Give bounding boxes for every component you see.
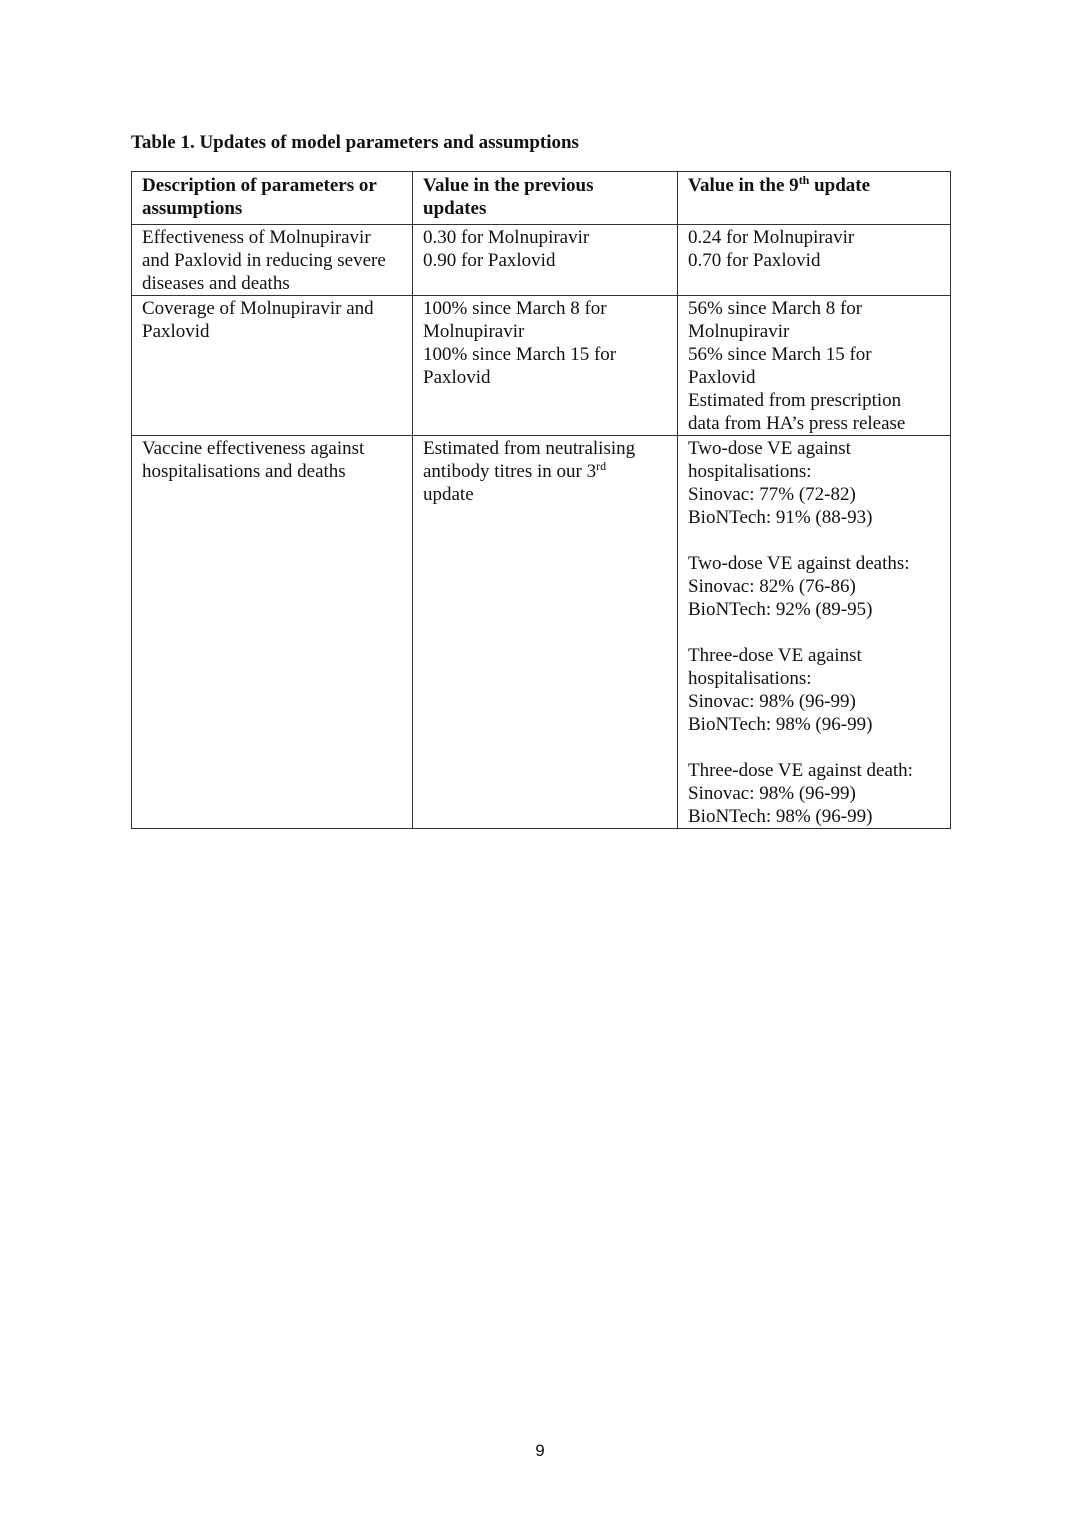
cell-text: 0.90 for Paxlovid xyxy=(423,250,556,271)
cell-text: BioNTech: 98% (96-99) xyxy=(688,806,873,827)
cell-text: 0.30 for Molnupiravir xyxy=(423,227,590,248)
page-number: 9 xyxy=(535,1441,545,1460)
cell-text: Estimated from prescription xyxy=(688,390,902,411)
cell-text: Sinovac: 98% (96-99) xyxy=(688,691,856,712)
cell-text: and Paxlovid in reducing severe xyxy=(142,250,386,271)
cell-text: Sinovac: 82% (76-86) xyxy=(688,576,856,597)
cell-text: Paxlovid xyxy=(423,367,491,388)
cell-text: Molnupiravir xyxy=(423,321,525,342)
cell-text xyxy=(423,460,667,483)
cell-text: Paxlovid xyxy=(142,321,210,342)
parameters-table xyxy=(131,171,951,829)
cell-text: 100% since March 15 for xyxy=(423,344,617,365)
cell-text: Paxlovid xyxy=(688,367,756,388)
cell-superscript: rd xyxy=(596,459,607,473)
header-text-prefix: Value in the 9 xyxy=(688,175,799,196)
header-previous-value xyxy=(413,172,678,225)
header-text: updates xyxy=(423,198,487,219)
cell-text: update xyxy=(423,484,474,505)
cell-text: 100% since March 8 for xyxy=(423,298,607,319)
header-text-suffix: update xyxy=(809,175,871,196)
cell-text: hospitalisations and deaths xyxy=(142,461,346,482)
cell-previous xyxy=(413,436,678,829)
cell-text: 0.70 for Paxlovid xyxy=(688,250,821,271)
cell-text: Sinovac: 98% (96-99) xyxy=(688,783,856,804)
cell-text: BioNTech: 92% (89-95) xyxy=(688,599,873,620)
cell-previous xyxy=(413,225,678,296)
cell-description xyxy=(132,436,413,829)
header-superscript: th xyxy=(798,173,810,187)
cell-text: BioNTech: 91% (88-93) xyxy=(688,507,873,528)
cell-text: Molnupiravir xyxy=(688,321,790,342)
paragraph-gap xyxy=(688,736,940,759)
cell-text: hospitalisations: xyxy=(688,461,812,482)
table-row xyxy=(132,225,951,296)
cell-text: Three-dose VE against xyxy=(688,645,862,666)
cell-text: Effectiveness of Molnupiravir xyxy=(142,227,371,248)
cell-text: Three-dose VE against death: xyxy=(688,760,913,781)
cell-current xyxy=(678,436,951,829)
cell-current xyxy=(678,225,951,296)
cell-text: 0.24 for Molnupiravir xyxy=(688,227,855,248)
cell-text: hospitalisations: xyxy=(688,668,812,689)
table-header-row xyxy=(132,172,951,225)
cell-text: Estimated from neutralising xyxy=(423,438,636,459)
paragraph-gap xyxy=(688,529,940,552)
table-row xyxy=(132,436,951,829)
cell-text: 56% since March 8 for xyxy=(688,298,863,319)
cell-text-prefix: antibody titres in our 3 xyxy=(423,461,597,482)
cell-text: 56% since March 15 for xyxy=(688,344,872,365)
cell-text: diseases and deaths xyxy=(142,273,290,294)
cell-text: BioNTech: 98% (96-99) xyxy=(688,714,873,735)
cell-current xyxy=(678,296,951,436)
table-row xyxy=(132,296,951,436)
cell-text: Coverage of Molnupiravir and xyxy=(142,298,374,319)
cell-text: Vaccine effectiveness against xyxy=(142,438,365,459)
cell-text: Two-dose VE against xyxy=(688,438,851,459)
header-text: Description of parameters or xyxy=(142,175,377,196)
paragraph-gap xyxy=(688,621,940,644)
cell-text: data from HA’s press release xyxy=(688,413,906,434)
cell-previous xyxy=(413,296,678,436)
cell-description xyxy=(132,225,413,296)
header-text xyxy=(688,174,940,197)
cell-description xyxy=(132,296,413,436)
header-current-value xyxy=(678,172,951,225)
header-description xyxy=(132,172,413,225)
cell-text: Two-dose VE against deaths: xyxy=(688,553,910,574)
header-text: Value in the previous xyxy=(423,175,594,196)
header-text: assumptions xyxy=(142,198,243,219)
cell-text: Sinovac: 77% (72-82) xyxy=(688,484,856,505)
table-title: Table 1. Updates of model parameters and assumptions xyxy=(131,132,579,153)
